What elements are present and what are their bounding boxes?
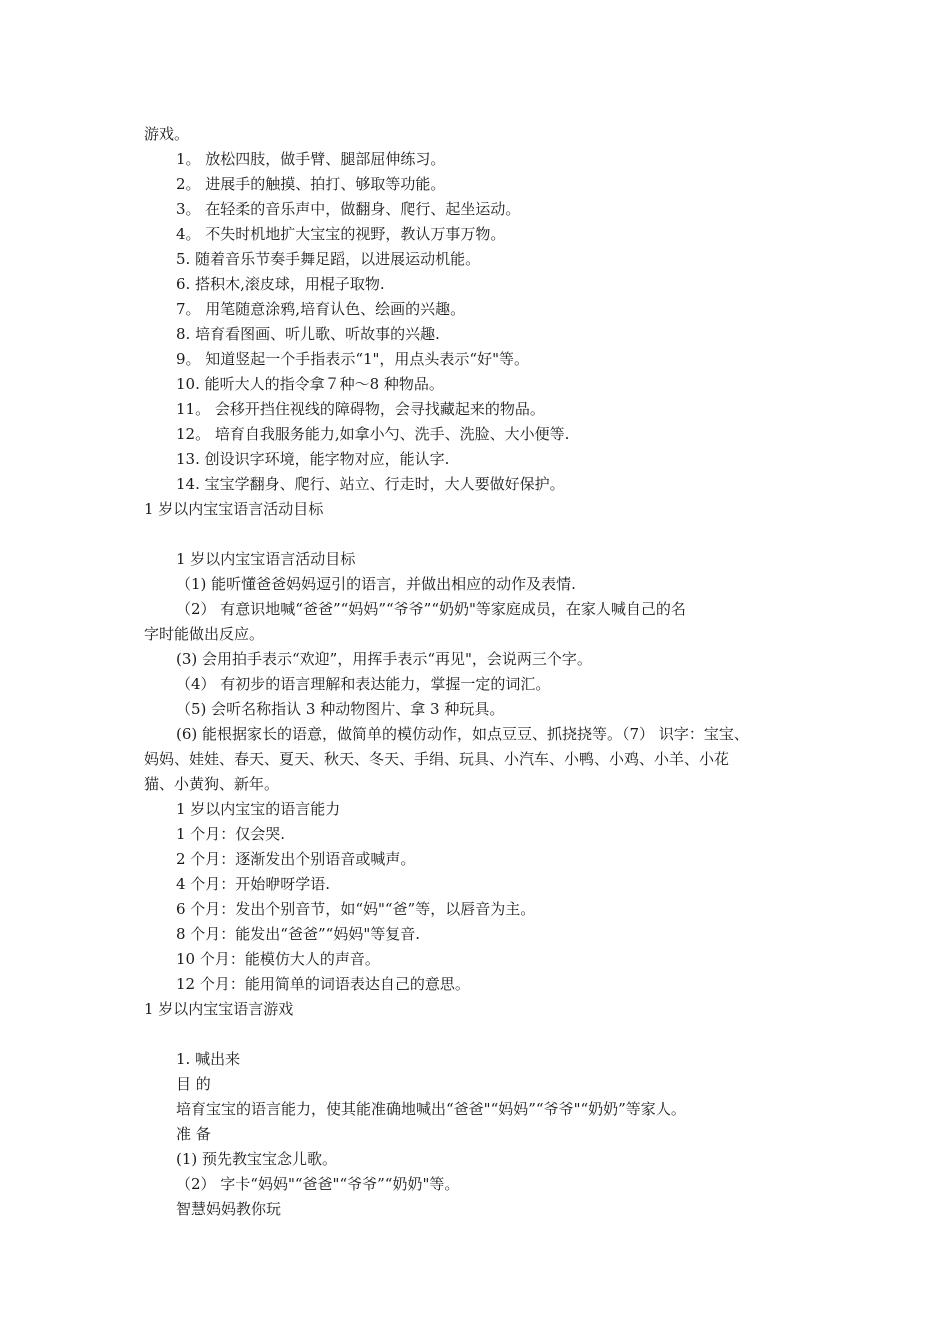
text-line: (3) 会用拍手表示“欢迎”，用挥手表示“再见"，会说两三个字。: [176, 650, 592, 668]
text-line: 4。 不失时机地扩大宝宝的视野，教认万事万物。: [176, 225, 506, 243]
text-line: 1 岁以内宝宝语言活动目标: [176, 550, 356, 568]
text-line: 1。 放松四肢，做手臂、腿部屈伸练习。: [176, 150, 446, 168]
text-line: 字时能做出反应。: [144, 625, 265, 643]
text-line: 1. 喊出来: [176, 1050, 241, 1068]
text-line: (1) 预先教宝宝念儿歌。: [176, 1150, 338, 1168]
blank-line: [144, 522, 814, 547]
text-line: （2） 字卡“妈妈"“爸爸"“爷爷”“奶奶"等。: [176, 1175, 460, 1193]
text-line: 9。 知道竖起一个手指表示“1"，用点头表示“好"等。: [176, 350, 529, 368]
text-line: 8. 培育看图画、听儿歌、听故事的兴趣.: [176, 325, 440, 343]
text-line: （1) 能听懂爸爸妈妈逗引的语言，并做出相应的动作及表情.: [176, 575, 576, 593]
text-line: 培育宝宝的语言能力，使其能准确地喊出“爸爸"“妈妈”“爷爷"“奶奶”等家人。: [176, 1100, 686, 1118]
text-line: 11。 会移开挡住视线的障碍物，会寻找藏起来的物品。: [176, 400, 545, 418]
text-line: 6. 搭积木,滚皮球，用棍子取物.: [176, 275, 385, 293]
text-line: 10 个月：能模仿大人的声音。: [176, 950, 380, 968]
text-line: 准 备: [176, 1125, 211, 1143]
text-line: 4 个月：开始咿呀学语.: [176, 875, 331, 893]
text-line: （2） 有意识地喊“爸爸”“妈妈”“爷爷”“奶奶"等家庭成员，在家人喊自己的名: [176, 600, 686, 618]
text-line: 猫、小黄狗、新年。: [144, 775, 280, 793]
blank-line: [144, 1022, 814, 1047]
text-line: 12。 培育自我服务能力,如拿小勺、洗手、洗脸、大小便等.: [176, 425, 570, 443]
text-line: （4） 有初步的语言理解和表达能力，掌握一定的词汇。: [176, 675, 551, 693]
text-line: 12 个月：能用简单的词语表达自己的意思。: [176, 975, 470, 993]
text-line: （5) 会听名称指认 3 种动物图片、拿 3 种玩具。: [176, 700, 505, 718]
text-line: 13. 创设识字环境，能字物对应，能认字.: [176, 450, 450, 468]
text-line: 7。 用笔随意涂鸦,培育认色、绘画的兴趣。: [176, 300, 466, 318]
text-line: 5. 随着音乐节奏手舞足蹈，以进展运动机能。: [176, 250, 481, 268]
text-line: 10. 能听大人的指令拿７种～8 种物品。: [176, 375, 444, 393]
text-line: 妈妈、娃娃、春天、夏天、秋天、冬天、手绢、玩具、小汽车、小鸭、小鸡、小羊、小花: [144, 750, 730, 768]
text-line: (6) 能根据家长的语意，做简单的模仿动作，如点豆豆、抓挠挠等。（7） 识字：宝宝、: [176, 725, 749, 743]
text-line: 1 岁以内宝宝语言活动目标: [144, 500, 324, 518]
text-line: 智慧妈妈教你玩: [176, 1200, 282, 1218]
text-line: 6 个月：发出个别音节，如“妈"“爸”等，以唇音为主。: [176, 900, 536, 918]
text-line: 2 个月：逐渐发出个别语音或喊声。: [176, 850, 416, 868]
text-line: 2。 进展手的触摸、拍打、够取等功能。: [176, 175, 446, 193]
document-page: [144, 122, 814, 1222]
text-line: 1 岁以内宝宝语言游戏: [144, 1000, 294, 1018]
text-line: 1 个月：仅会哭.: [176, 825, 286, 843]
text-line: 游戏。: [144, 125, 190, 143]
text-line: 3。 在轻柔的音乐声中，做翻身、爬行、起坐运动。: [176, 200, 521, 218]
text-line: 1 岁以内宝宝的语言能力: [176, 800, 341, 818]
text-line: 14. 宝宝学翻身、爬行、站立、行走时，大人要做好保护。: [176, 475, 565, 493]
text-line: 8 个月：能发出“爸爸”“妈妈"等复音.: [176, 925, 420, 943]
text-line: 目 的: [176, 1075, 211, 1093]
